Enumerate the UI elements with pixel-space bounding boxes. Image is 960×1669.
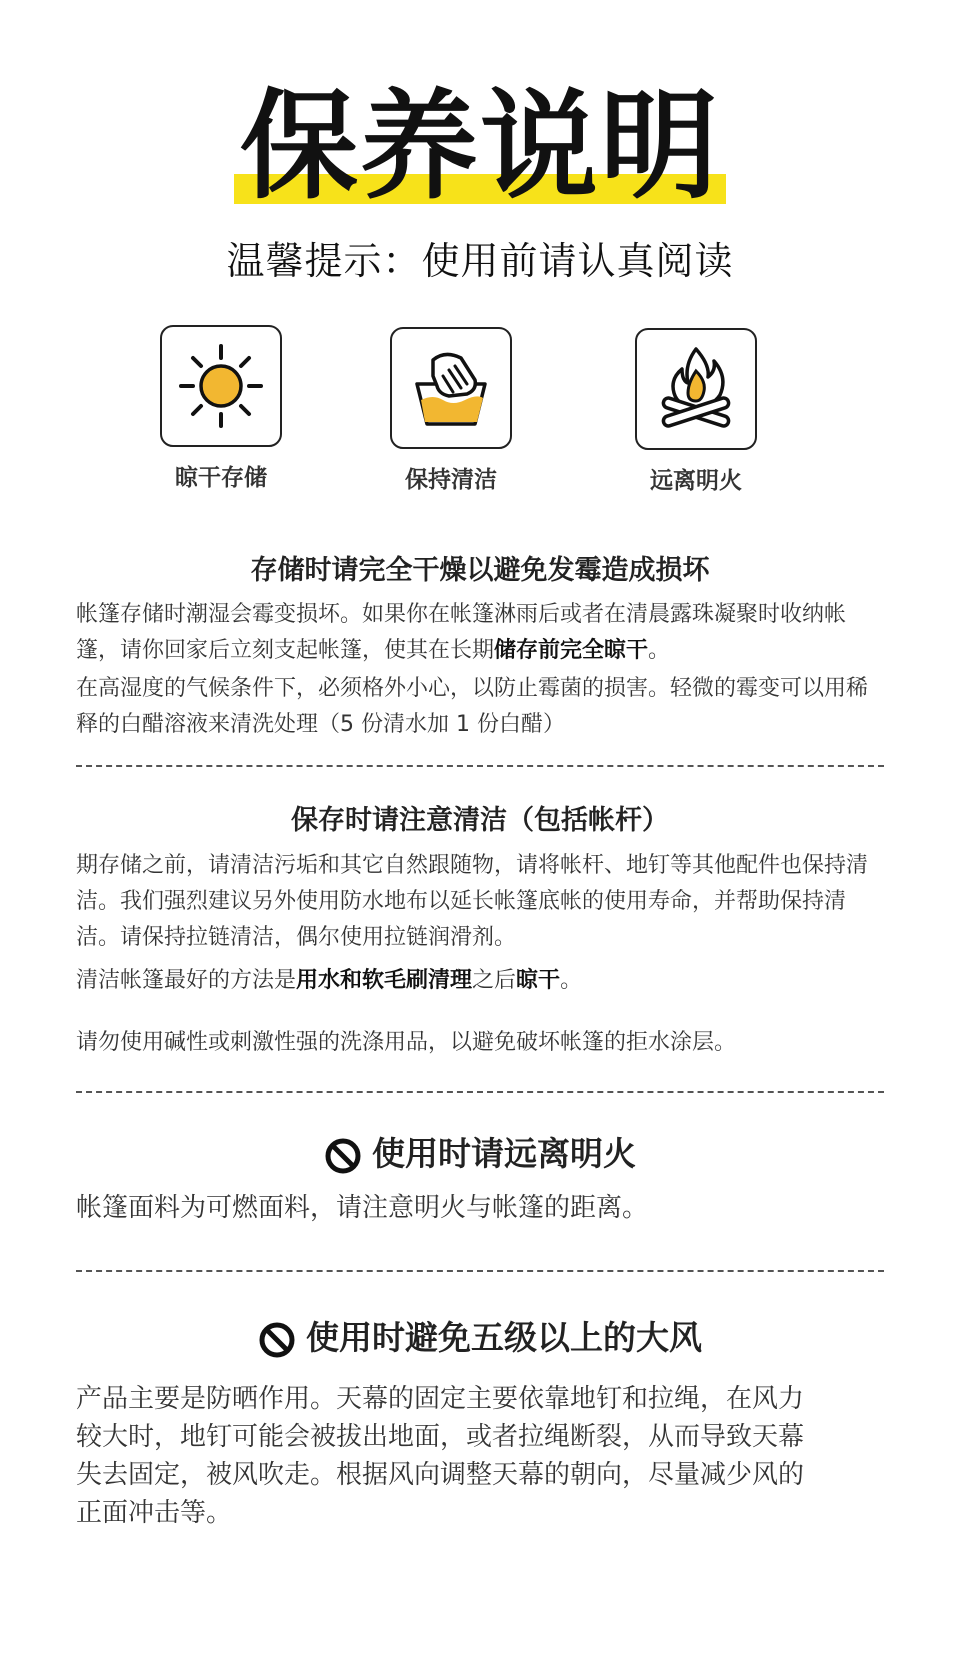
heading-text: 使用时请远离明火: [372, 1134, 636, 1173]
paragraph-fire-1: 帐篷面料为可燃面料，请注意明火与帐篷的距离。: [76, 1193, 649, 1223]
paragraph-cleaning-2: [76, 963, 886, 999]
icon-label-no-fire: 远离明火: [650, 468, 742, 494]
icon-label-keep-clean: 保持清洁: [405, 467, 497, 493]
paragraph-storage-2: 在高湿度的气候条件下，必须格外小心，以防止霉菌的损害。轻微的霉变可以用稀释的白醋溶液来清洗处理（5 份清水加 1 份白醋）: [76, 676, 869, 737]
prohibited-icon: [324, 1137, 362, 1175]
text-segment: 。: [648, 638, 671, 663]
bold-segment: 用水和软毛刷清理: [296, 968, 473, 993]
campfire-icon: [648, 341, 744, 437]
title-section: [0, 77, 960, 215]
paragraph-cleaning-3: 请勿使用碱性或刺激性强的洗涤用品，以避免破坏帐篷的拒水涂层。: [76, 1030, 737, 1055]
icon-card-dry-storage: [141, 325, 301, 492]
prohibited-icon: [258, 1321, 296, 1359]
section-heading-fire: [0, 1128, 960, 1175]
page-title: 保养说明: [239, 77, 720, 215]
text-segment: 清洁帐篷最好的方法是: [76, 968, 297, 993]
text-segment: 。: [560, 968, 583, 993]
paragraph-storage-1: [76, 597, 886, 669]
dashed-divider: [76, 1270, 884, 1272]
icon-box: [635, 328, 757, 450]
paragraph-cleaning-1: 期存储之前，请清洁污垢和其它自然跟随物，请将帐杆、地钉等其他配件也保持清洁。我们强烈建议另外使用防水地布以延长帐篷底帐的使用寿命，并帮助保持清洁。请保持拉链清洁，偶尔使用拉链润滑剂。: [76, 853, 869, 950]
bold-segment: 储存前完全晾干: [494, 638, 649, 663]
section-heading-storage: 存储时请完全干燥以避免发霉造成损坏: [250, 555, 710, 586]
bold-segment: 晾干: [516, 968, 561, 993]
icon-card-no-fire: [616, 328, 776, 495]
icon-card-keep-clean: [371, 327, 531, 494]
icon-box: [390, 327, 512, 449]
sun-icon: [173, 338, 269, 434]
dashed-divider: [76, 1091, 884, 1093]
section-heading-wind: [0, 1312, 960, 1359]
page-subtitle: 温馨提示：使用前请认真阅读: [226, 239, 734, 283]
text-segment: 帐篷存储时潮湿会霉变损坏。如果你在帐篷淋雨后或者在清晨露珠凝聚时收纳帐篷，请你回家后立刻支起帐篷，使其在长期: [76, 602, 847, 663]
dashed-divider: [76, 765, 884, 767]
text-segment: 之后: [472, 968, 517, 993]
section-heading-cleaning: 保存时请注意清洁（包括帐杆）: [291, 805, 669, 836]
paragraph-wind-1: 产品主要是防晒作用。天幕的固定主要依靠地钉和拉绳，在风力较大时，地钉可能会被拔出地面，或者拉绳断裂，从而导致天幕失去固定，被风吹走。根据风向调整天幕的朝向，尽量减少风的正面冲击等。: [76, 1384, 805, 1528]
icon-label-dry-storage: 晾干存储: [175, 465, 267, 491]
heading-text: 使用时避免五级以上的大风: [306, 1318, 702, 1357]
hand-wash-icon: [403, 340, 499, 436]
icon-box: [160, 325, 282, 447]
